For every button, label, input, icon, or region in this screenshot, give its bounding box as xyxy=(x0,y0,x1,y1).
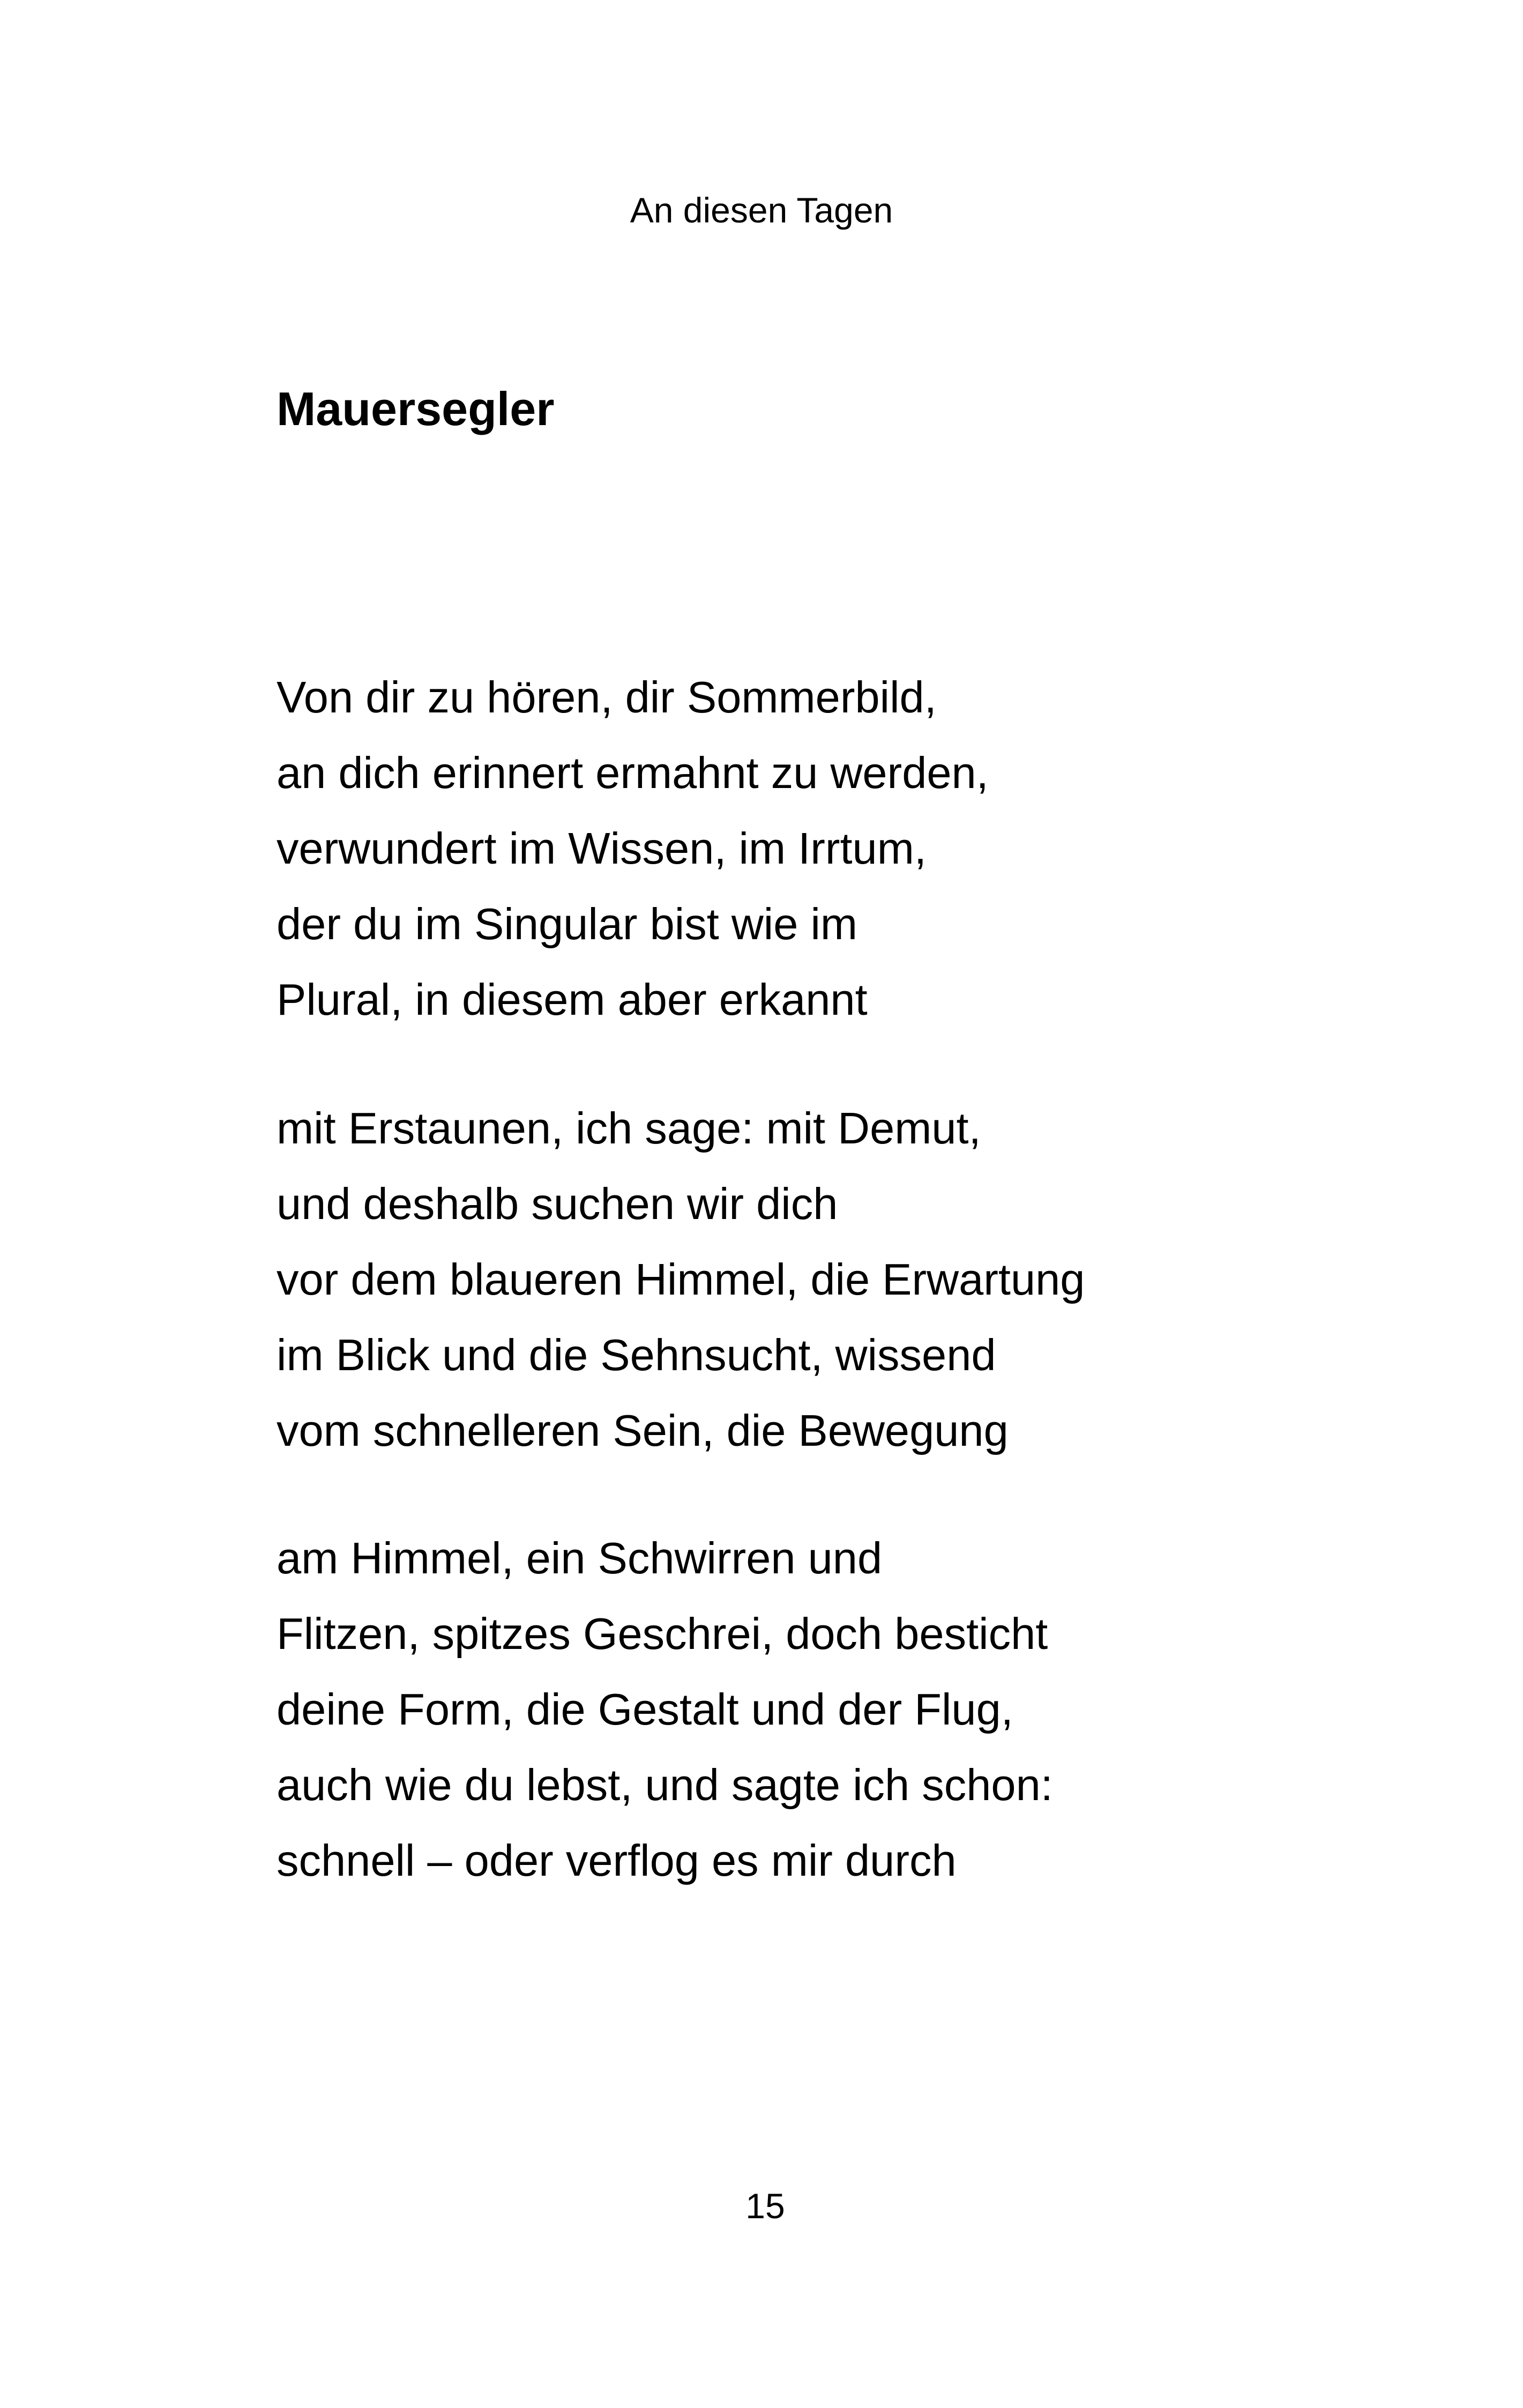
page-number: 15 xyxy=(745,2186,785,2226)
stanza-1 xyxy=(277,659,989,1037)
poem-line: vor dem blaueren Himmel, die Erwartung xyxy=(277,1254,1085,1304)
running-header: An diesen Tagen xyxy=(630,190,893,230)
poem-line: der du im Singular bist wie im xyxy=(277,899,858,949)
poem-line: Flitzen, spitzes Geschrei, doch besticht xyxy=(277,1609,1048,1659)
poem-line: am Himmel, ein Schwirren und xyxy=(277,1533,883,1583)
poem-line: auch wie du lebst, und sagte ich schon: xyxy=(277,1760,1053,1810)
poem-line: schnell – oder verflog es mir durch xyxy=(277,1835,957,1885)
poem-line: im Blick und die Sehnsucht, wissend xyxy=(277,1330,996,1380)
poem-line: vom schnelleren Sein, die Bewegung xyxy=(277,1406,1009,1455)
poem-line: mit Erstaunen, ich sage: mit Demut, xyxy=(277,1103,981,1153)
poem-line: an dich erinnert ermahnt zu werden, xyxy=(277,748,989,798)
poem-line: verwundert im Wissen, im Irrtum, xyxy=(277,823,927,873)
poem-line: und deshalb suchen wir dich xyxy=(277,1179,838,1229)
poem-line: Von dir zu hören, dir Sommerbild, xyxy=(277,672,937,722)
poem-title: Mauersegler xyxy=(277,382,555,435)
stanza-3 xyxy=(277,1520,1053,1898)
stanza-2 xyxy=(277,1090,1085,1468)
poem-line: deine Form, die Gestalt und der Flug, xyxy=(277,1684,1013,1734)
poem-line: Plural, in diesem aber erkannt xyxy=(277,975,868,1024)
